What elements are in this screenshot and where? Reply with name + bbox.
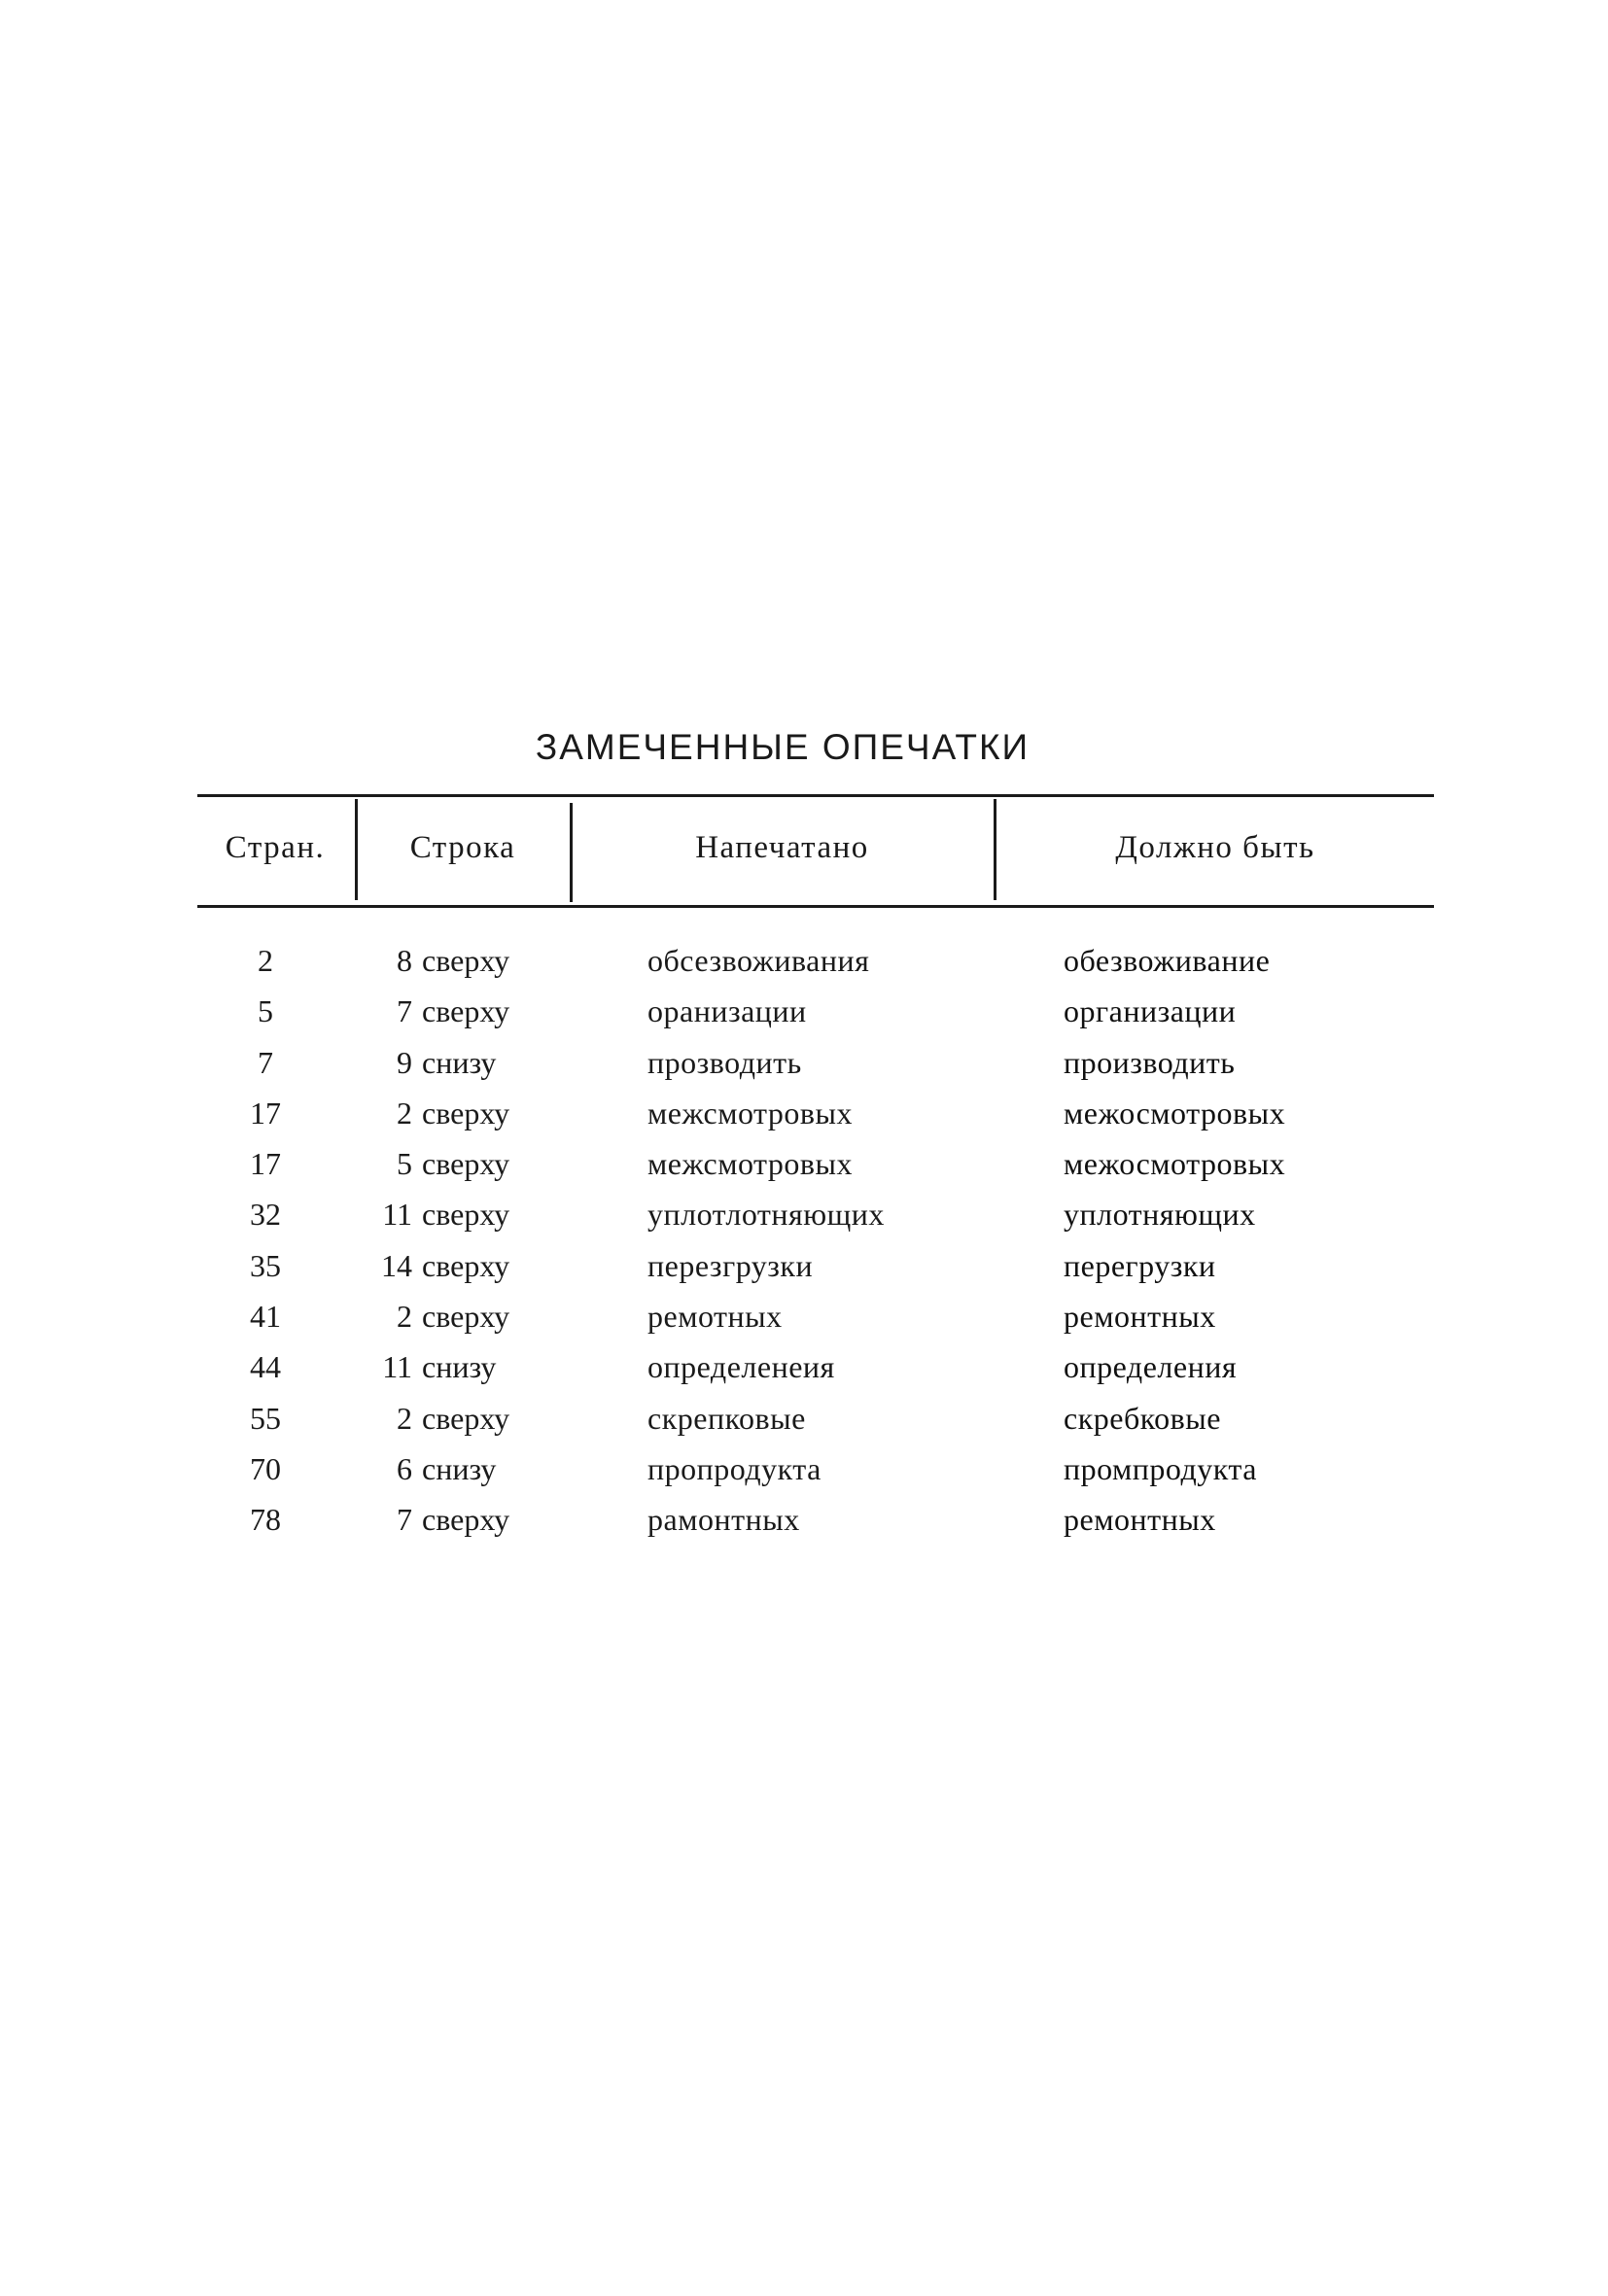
cell-page: 55 bbox=[250, 1400, 281, 1436]
cell-printed: прозводить bbox=[647, 1044, 802, 1080]
table-row bbox=[0, 1144, 1608, 1195]
cell-should-be: скребковые bbox=[1064, 1400, 1221, 1436]
cell-line-direction: сверху bbox=[422, 1146, 510, 1182]
cell-should-be: межосмотровых bbox=[1064, 1146, 1286, 1182]
table-row bbox=[0, 1094, 1608, 1144]
errata-table-body bbox=[0, 941, 1608, 1551]
cell-line-number: 6 bbox=[397, 1450, 412, 1486]
cell-line-direction: сверху bbox=[422, 1197, 510, 1233]
cell-line-direction: сверху bbox=[422, 1095, 510, 1131]
cell-line-number: 7 bbox=[397, 993, 412, 1029]
cell-line-direction: сверху bbox=[422, 1299, 510, 1335]
cell-line-number: 11 bbox=[382, 1197, 412, 1233]
cell-line-number: 7 bbox=[397, 1502, 412, 1538]
cell-line-number: 5 bbox=[397, 1146, 412, 1182]
cell-printed: скрепковые bbox=[647, 1400, 806, 1436]
column-header-should-be: Должно быть bbox=[1115, 830, 1315, 865]
cell-printed: рамонтных bbox=[647, 1502, 800, 1538]
cell-printed: пропродукта bbox=[647, 1450, 821, 1486]
column-header-line: Строка bbox=[409, 830, 516, 865]
cell-should-be: ремонтных bbox=[1064, 1502, 1216, 1538]
cell-page: 70 bbox=[250, 1450, 281, 1486]
cell-printed: оранизации bbox=[647, 993, 807, 1029]
cell-line-number: 8 bbox=[397, 943, 412, 978]
cell-printed: межсмотровых bbox=[647, 1146, 853, 1182]
table-row bbox=[0, 1449, 1608, 1500]
cell-printed: обсезвоживания bbox=[647, 943, 870, 978]
cell-page: 44 bbox=[250, 1349, 281, 1385]
cell-line-direction: сверху bbox=[422, 1247, 510, 1283]
cell-line-direction: сверху bbox=[422, 1502, 510, 1538]
cell-should-be: определения bbox=[1064, 1349, 1238, 1385]
cell-page: 17 bbox=[250, 1095, 281, 1131]
cell-should-be: межосмотровых bbox=[1064, 1095, 1286, 1131]
table-header-rule bbox=[197, 905, 1434, 908]
table-row bbox=[0, 991, 1608, 1042]
cell-page: 35 bbox=[250, 1247, 281, 1283]
cell-printed: ремотных bbox=[647, 1299, 783, 1335]
table-row bbox=[0, 1297, 1608, 1347]
cell-page: 41 bbox=[250, 1299, 281, 1335]
table-row bbox=[0, 941, 1608, 991]
cell-printed: уплотлотняющих bbox=[647, 1197, 885, 1233]
column-header-page: Стран. bbox=[225, 830, 326, 865]
table-row bbox=[0, 1500, 1608, 1550]
cell-line-direction: сверху bbox=[422, 1400, 510, 1436]
cell-page: 2 bbox=[258, 943, 273, 978]
table-row bbox=[0, 1246, 1608, 1297]
cell-line-direction: сверху bbox=[422, 943, 510, 978]
cell-line-number: 2 bbox=[397, 1095, 412, 1131]
table-row bbox=[0, 1399, 1608, 1449]
cell-page: 32 bbox=[250, 1197, 281, 1233]
cell-page: 17 bbox=[250, 1146, 281, 1182]
cell-page: 78 bbox=[250, 1502, 281, 1538]
table-top-rule bbox=[197, 794, 1434, 797]
cell-printed: межсмотровых bbox=[647, 1095, 853, 1131]
cell-should-be: ремонтных bbox=[1064, 1299, 1216, 1335]
cell-line-number: 9 bbox=[397, 1044, 412, 1080]
cell-should-be: промпродукта bbox=[1064, 1450, 1257, 1486]
cell-page: 7 bbox=[258, 1044, 273, 1080]
cell-line-direction: сверху bbox=[422, 993, 510, 1029]
cell-should-be: производить bbox=[1064, 1044, 1236, 1080]
cell-should-be: организации bbox=[1064, 993, 1237, 1029]
cell-line-number: 2 bbox=[397, 1299, 412, 1335]
cell-line-direction: снизу bbox=[422, 1450, 497, 1486]
cell-line-number: 14 bbox=[381, 1247, 412, 1283]
cell-printed: перезгрузки bbox=[647, 1247, 814, 1283]
cell-line-direction: снизу bbox=[422, 1349, 497, 1385]
table-row bbox=[0, 1195, 1608, 1245]
table-row bbox=[0, 1347, 1608, 1398]
cell-line-number: 11 bbox=[382, 1349, 412, 1385]
cell-line-direction: снизу bbox=[422, 1044, 497, 1080]
cell-printed: определенеия bbox=[647, 1349, 835, 1385]
cell-should-be: уплотняющих bbox=[1064, 1197, 1256, 1233]
column-header-printed: Напечатано bbox=[695, 830, 869, 865]
table-row bbox=[0, 1043, 1608, 1094]
cell-should-be: перегрузки bbox=[1064, 1247, 1216, 1283]
page-title: ЗАМЕЧЕННЫЕ ОПЕЧАТКИ bbox=[535, 727, 1031, 767]
cell-page: 5 bbox=[258, 993, 273, 1029]
cell-line-number: 2 bbox=[397, 1400, 412, 1436]
cell-should-be: обезвоживание bbox=[1064, 943, 1271, 978]
